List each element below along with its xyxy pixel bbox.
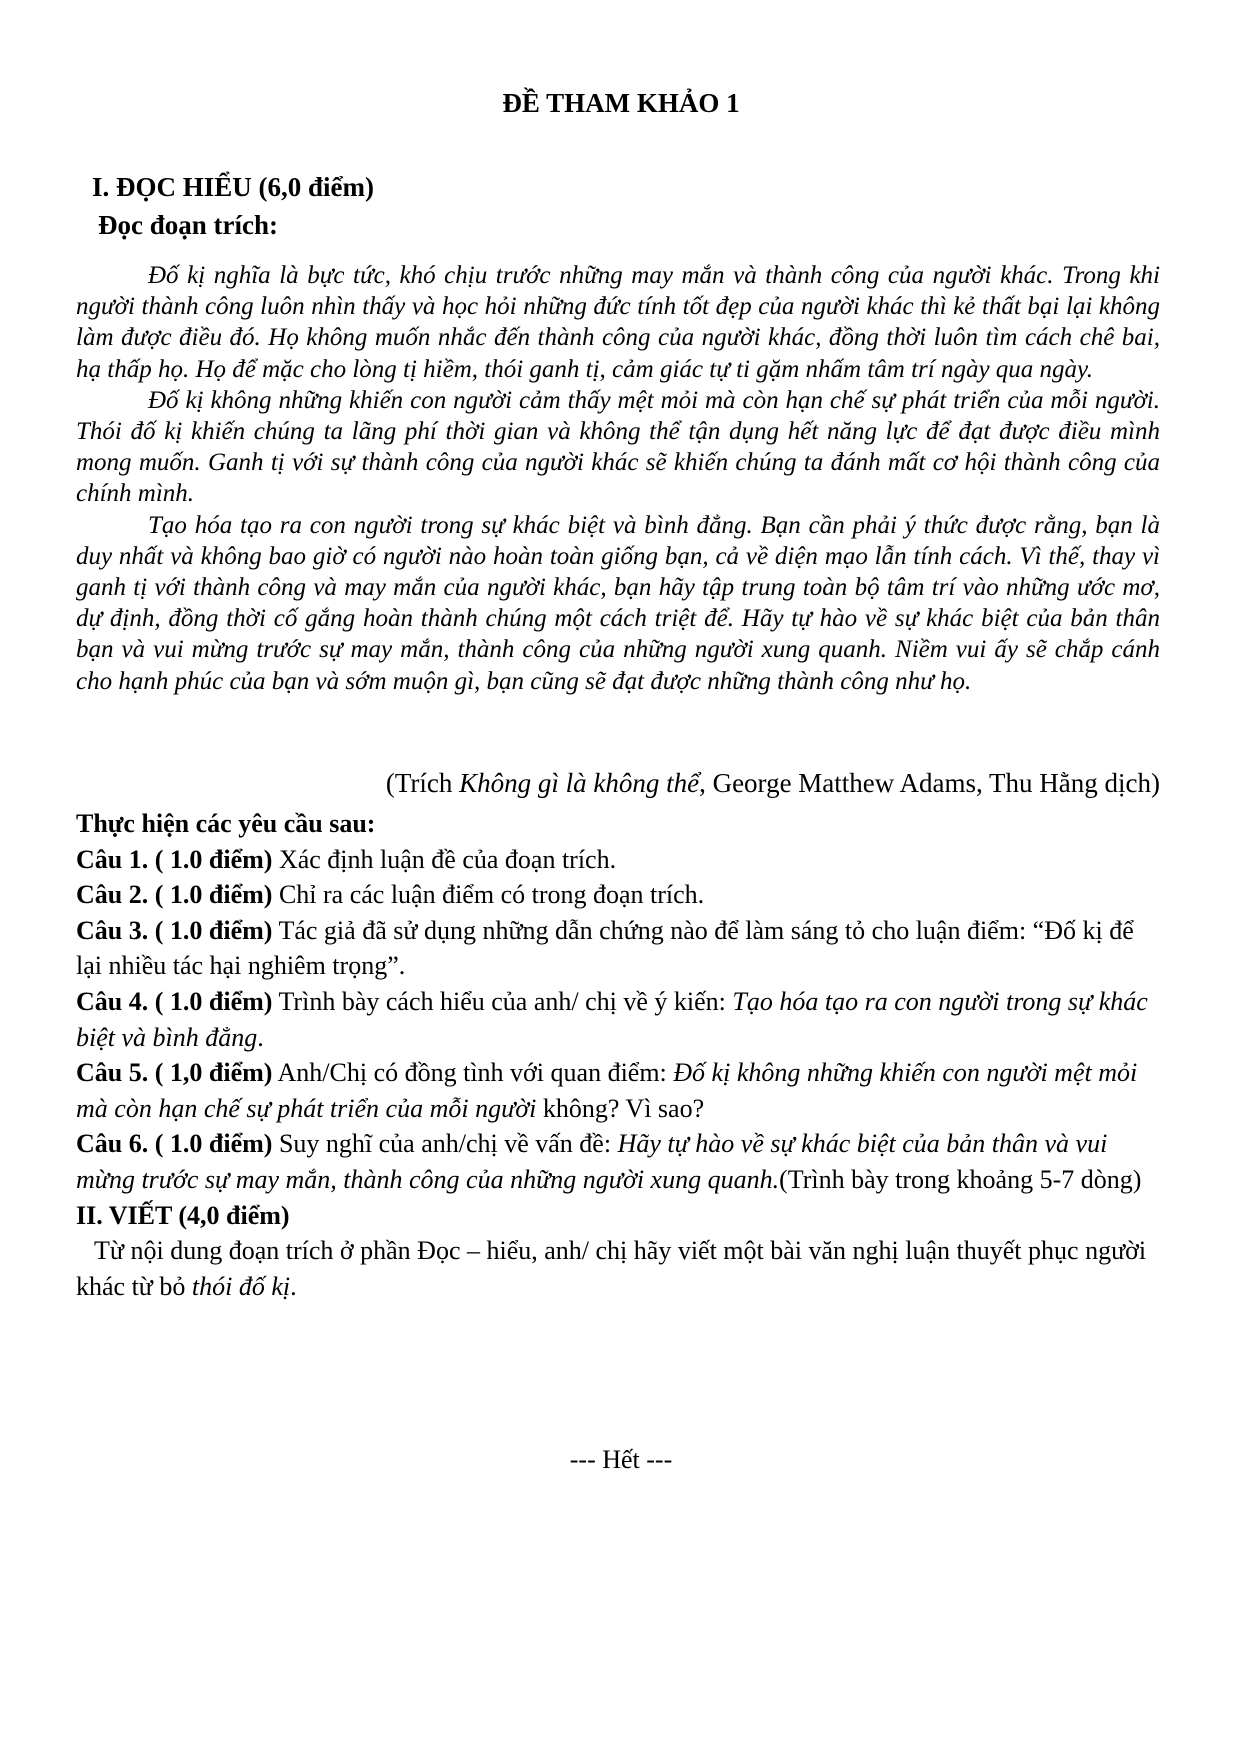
question-label: Câu 3. ( 1.0 điểm) <box>76 915 273 945</box>
question-text-after: (Trình bày trong khoảng 5-7 dòng) <box>779 1164 1142 1194</box>
question-label: Câu 4. ( 1.0 điểm) <box>76 986 273 1016</box>
question-label: Câu 5. ( 1,0 điểm) <box>76 1058 273 1088</box>
end-mark: --- Hết --- <box>569 1445 673 1474</box>
source-suffix: , George Matthew Adams, Thu Hằng dịch) <box>699 768 1160 798</box>
question-3 <box>76 913 1166 984</box>
writing-task-topic: thói đố kị <box>191 1271 291 1301</box>
question-label: Câu 2. ( 1.0 điểm) <box>76 880 273 910</box>
question-1 <box>76 842 1166 878</box>
source-book-title: Không gì là không thể <box>459 768 700 798</box>
writing-task <box>76 1233 1166 1304</box>
question-text-after: không? Vì sao? <box>536 1093 705 1123</box>
writing-task-after: . <box>290 1271 297 1301</box>
tasks-intro: Thực hiện các yêu cầu sau: <box>76 809 376 838</box>
question-text: Anh/Chị có đồng tình với quan điểm: <box>272 1058 674 1088</box>
question-quote: Đố kị không những khiến con người mệt mỏi mà còn hạn chế sự phát triển của mỗi người <box>76 1058 1138 1123</box>
question-text: Xác định luận đề của đoạn trích. <box>272 844 617 874</box>
passage-paragraph: Đố kị nghĩa là bực tức, khó chịu trước những may mắn và thành công của người khác. Trong khi người thành công luôn nhìn thấy và học hỏi những đức tính tốt đẹp của người khác thì kẻ thất bại lại không làm được điều đó. Họ không muốn nhắc đến thành công của người khác, đồng thời luôn tìm cách chê bai, hạ thấp họ. Họ để mặc cho lòng tị hiềm, thói ganh tị, cảm giác tự ti gặm nhấm tâm trí ngày qua ngày. <box>76 262 1160 383</box>
question-2 <box>76 877 1166 913</box>
passage-paragraph: Tạo hóa tạo ra con người trong sự khác biệt và bình đẳng. Bạn cần phải ý thức được rằng, bạn là duy nhất và không bao giờ có người nào hoàn toàn giống bạn, cả về diện mạo lẫn tính cách. Vì thế, thay vì ganh tị với thành công và may mắn của người khác, bạn hãy tập trung toàn bộ tâm trí vào những ước mơ, dự định, đồng thời cố gắng hoàn thành chúng một cách triệt để. Hãy tự hào về sự khác biệt của bản thân bạn và vui mừng trước sự may mắn, thành công của những người xung quanh. Niềm vui ấy sẽ chắp cánh cho hạnh phúc của bạn và sớm muộn gì, bạn cũng sẽ đạt được những thành công như họ. <box>76 511 1160 695</box>
question-quote: Tạo hóa tạo ra con người trong sự khác biệt và bình đẳng <box>76 986 1148 1052</box>
question-quote: Hãy tự hào về sự khác biệt của bản thân và vui mừng trước sự may mắn, thành công của những người xung quanh. <box>76 1129 1108 1194</box>
writing-task-text: Từ nội dung đoạn trích ở phần Đọc – hiểu, anh/ chị hãy viết một bài văn nghị luận thuyết phục người khác từ bỏ <box>76 1236 1147 1301</box>
question-text-after: . <box>257 1022 264 1052</box>
question-text: Tác giả đã sử dụng những dẫn chứng nào để làm sáng tỏ cho luận điểm: “Đố kị để lại nhiều tác hại nghiêm trọng”. <box>76 915 1134 981</box>
question-text: Chỉ ra các luận điểm có trong đoạn trích. <box>272 880 705 910</box>
passage-source <box>386 768 1160 799</box>
question-text: Trình bày cách hiểu của anh/ chị về ý kiến: <box>272 986 733 1016</box>
exam-questions <box>76 806 1166 1304</box>
question-5 <box>76 1055 1166 1126</box>
exam-title: ĐỀ THAM KHẢO 1 <box>502 88 740 118</box>
passage-paragraph: Đố kị không những khiến con người cảm thấy mệt mỏi mà còn hạn chế sự phát triển của mỗi người. Thói đố kị khiến chúng ta lãng phí thời gian và không thể tận dụng hết năng lực để đạt được điều mình mong muốn. Ganh tị với sự thành công của người khác sẽ khiến chúng ta đánh mất cơ hội thành công của chính mình. <box>76 386 1160 508</box>
reading-section-heading: I. ĐỌC HIỂU (6,0 điểm) <box>92 172 374 202</box>
question-4 <box>76 984 1166 1055</box>
question-6 <box>76 1126 1166 1197</box>
reading-instruction: Đọc đoạn trích: <box>98 210 278 240</box>
writing-section-heading: II. VIẾT (4,0 điểm) <box>76 1200 290 1230</box>
reading-passage <box>76 260 1160 697</box>
question-label: Câu 6. ( 1.0 điểm) <box>76 1129 273 1159</box>
source-prefix: (Trích <box>385 768 460 798</box>
question-label: Câu 1. ( 1.0 điểm) <box>76 844 273 874</box>
question-text: Suy nghĩ của anh/chị về vấn đề: <box>272 1129 618 1159</box>
